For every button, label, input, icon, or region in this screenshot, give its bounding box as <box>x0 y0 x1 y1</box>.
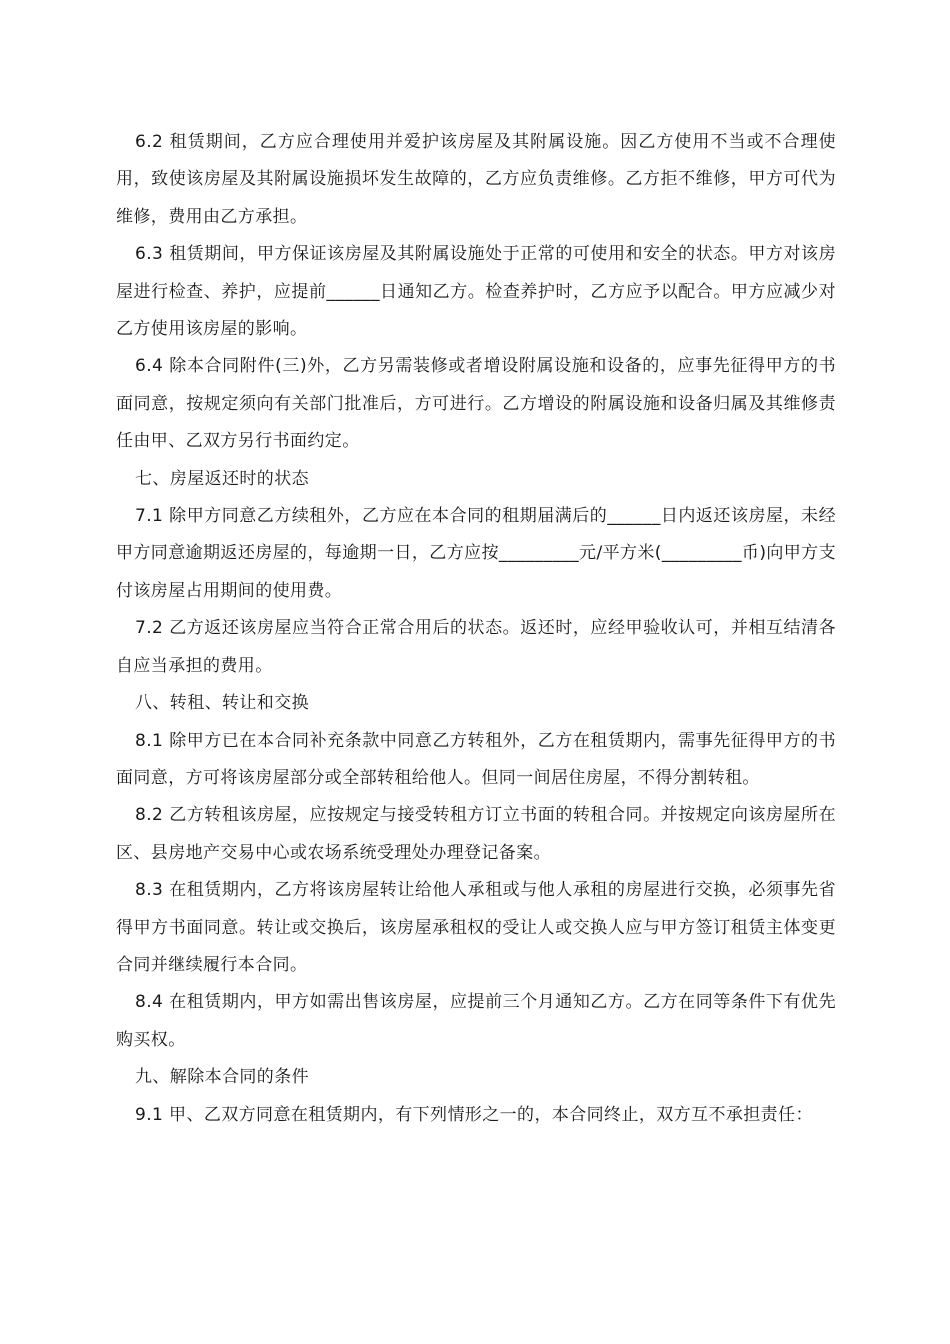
section-heading-9: 九、解除本合同的条件 <box>135 1067 309 1088</box>
clause-7-1: 7.1 除甲方同意乙方续租外，乙方应在本合同的租期届满后的______日内返还该房屋，未经甲方同意逾期返还房屋的，每逾期一日，乙方应按_________元/平方米(_________币)向甲方支付该房屋占用期间的使用费。 <box>116 506 836 601</box>
clause-8-1: 8.1 除甲方已在本合同补充条款中同意乙方转租外，乙方在租赁期内，需事先征得甲方的书面同意，方可将该房屋部分或全部转租给他人。但同一间居住房屋，不得分割转租。 <box>116 730 836 788</box>
document-body <box>116 124 836 1134</box>
clause-8-2: 8.2 乙方转租该房屋，应按规定与接受转租方订立书面的转租合同。并按规定向该房屋所在区、县房地产交易中心或农场系统受理处办理登记备案。 <box>116 805 836 863</box>
clause-6-4: 6.4 除本合同附件(三)外，乙方另需装修或者增设附属设施和设备的，应事先征得甲方的书面同意，按规定须向有关部门批准后，方可进行。乙方增设的附属设施和设备归属及其维修责任由甲、乙双方另行书面约定。 <box>116 356 836 452</box>
clause-7-2: 7.2 乙方返还该房屋应当符合正常合用后的状态。返还时，应经甲验收认可，并相互结清各自应当承担的费用。 <box>116 618 836 676</box>
section-heading-7: 七、房屋返还时的状态 <box>135 468 309 489</box>
section-heading-8: 八、转租、转让和交换 <box>135 693 309 714</box>
clause-9-1: 9.1 甲、乙双方同意在租赁期内，有下列情形之一的，本合同终止，双方互不承担责任： <box>135 1104 813 1125</box>
clause-8-4: 8.4 在租赁期内，甲方如需出售该房屋，应提前三个月通知乙方。乙方在同等条件下有优先购买权。 <box>116 992 836 1050</box>
clause-6-2: 6.2 租赁期间，乙方应合理使用并爱护该房屋及其附属设施。因乙方使用不当或不合理使用，致使该房屋及其附属设施损坏发生故障的，乙方应负责维修。乙方拒不维修，甲方可代为维修，费用由乙方承担。 <box>116 132 836 227</box>
clause-6-3: 6.3 租赁期间，甲方保证该房屋及其附属设施处于正常的可使用和安全的状态。甲方对该房屋进行检查、养护，应提前______日通知乙方。检查养护时，乙方应予以配合。甲方应减少对乙方使用该房屋的影响。 <box>116 244 836 340</box>
clause-8-3: 8.3 在租赁期内，乙方将该房屋转让给他人承租或与他人承租的房屋进行交换，必须事先省得甲方书面同意。转让或交换后，该房屋承租权的受让人或交换人应与甲方签订租赁主体变更合同并继续履行本合同。 <box>116 880 836 975</box>
